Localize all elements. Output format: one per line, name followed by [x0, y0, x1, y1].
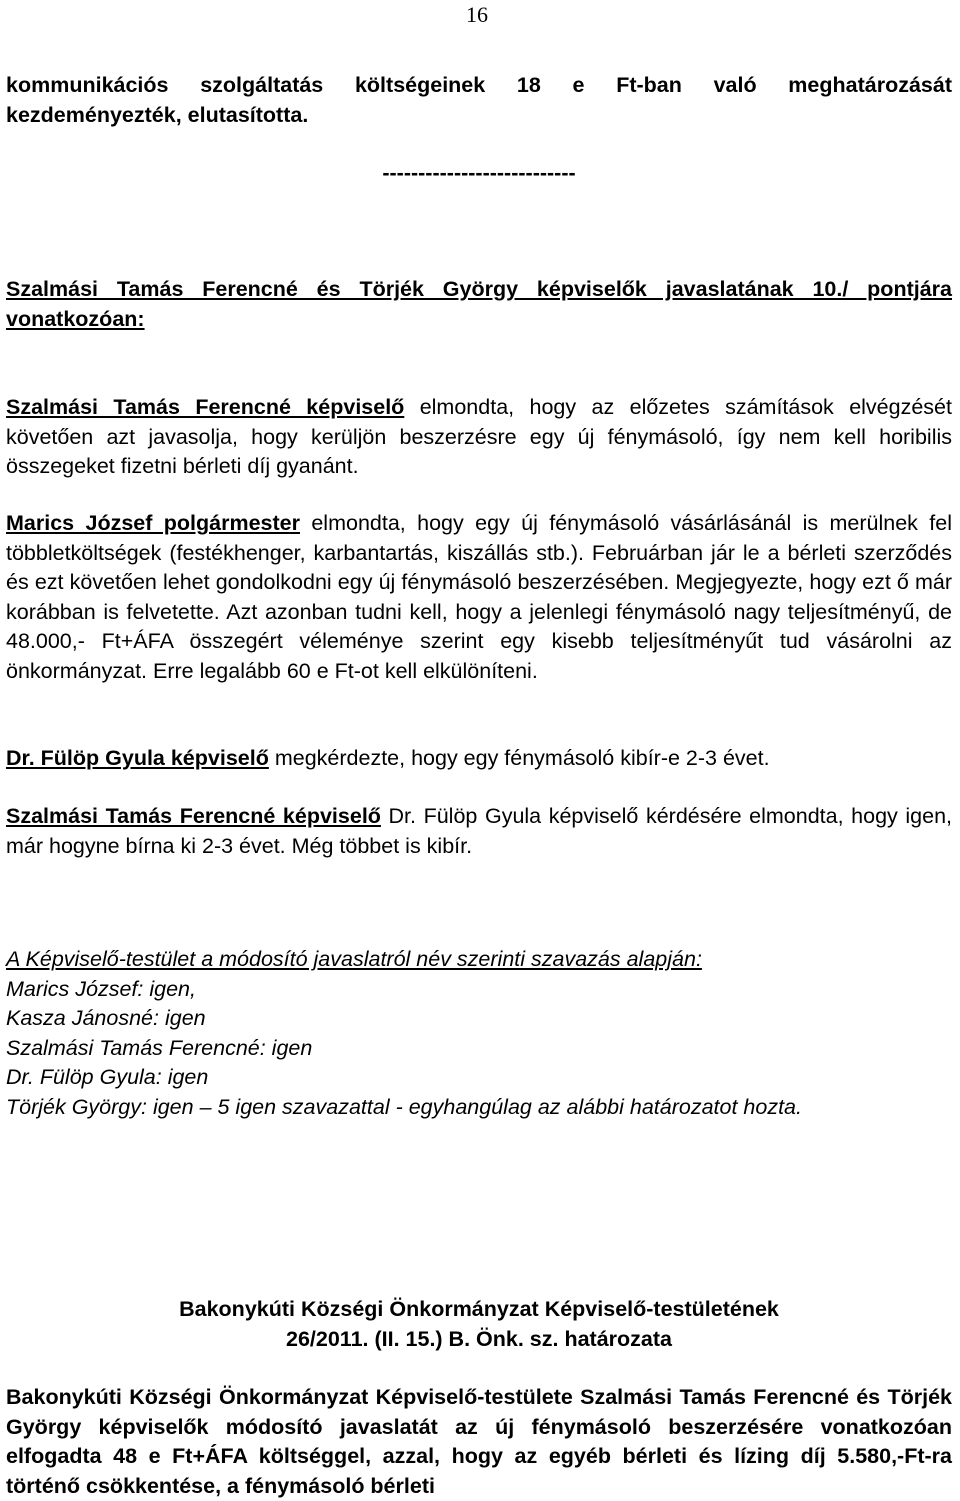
vote-line: Kasza Jánosné: igen: [6, 1006, 206, 1030]
vote-line: Szalmási Tamás Ferencné: igen: [6, 1035, 313, 1060]
speaker-marics: Marics József polgármester: [6, 511, 300, 535]
vote-section: [6, 945, 952, 1122]
paragraph-szalmasi-text: elmondta, hogy az előzetes számítások elvégzését követően azt javasolja, hogy kerüljön beszerzésre egy új fénymásoló, így nem kell horibilis összegeket fizetni bérleti díj gyanánt.: [6, 395, 952, 478]
paragraph-marics-text: elmondta, hogy egy új fénymásoló vásárlásánál is merülnek fel többletköltségek (festékhenger, karbantartás, kiszállás stb.). Februárban jár le a bérleti szerződés és ezt követően lehet gondolkodni egy új fénymásoló beszerzésében. Megjegyezte, hogy ezt ő már korábban is felvetette. Azt azonban tudni kell, hogy a jelenlegi fénymásoló nagy teljesítményű, de 48.000,- Ft+ÁFA összegért véleménye szerint egy kisebb teljesítményűt tud vásárolni az önkormányzat. Erre legalább 60 e Ft-ot kell elkülöníteni.: [6, 511, 952, 683]
paragraph-marics: [6, 509, 952, 686]
separator: ---------------------------: [382, 161, 576, 185]
resolution-title-line2: 26/2011. (II. 15.) B. Önk. sz. határozata: [286, 1326, 672, 1351]
intro-text: kommunikációs szolgáltatás költségeinek 18 e Ft-ban való meghatározását kezdeményezték, elutasította.: [6, 73, 952, 127]
vote-intro: A Képviselő-testület a módosító javaslatról név szerinti szavazás alapján:: [6, 947, 702, 971]
paragraph-fulop: [6, 744, 952, 774]
intro-paragraph: [6, 71, 952, 130]
resolution-title: [6, 1295, 952, 1354]
resolution-title-line1: Bakonykúti Községi Önkormányzat Képviselő-testületének: [179, 1297, 779, 1321]
page-number: 16: [466, 2, 488, 27]
proposal-heading: [6, 275, 952, 334]
vote-line: Dr. Fülöp Gyula: igen: [6, 1065, 209, 1089]
vote-line: Törjék György: igen – 5 igen szavazattal - egyhangúlag az alábbi határozatot hozta.: [6, 1094, 802, 1119]
speaker-szalmasi: Szalmási Tamás Ferencné képviselő: [6, 395, 405, 419]
paragraph-szalmasi: [6, 393, 952, 482]
paragraph-szalmasi-answer-text: Dr. Fülöp Gyula képviselő kérdésére elmondta, hogy igen, már hogyne bírna ki 2-3 évet. Még többet is kibír.: [6, 804, 952, 858]
resolution-body: [6, 1383, 952, 1501]
paragraph-fulop-text: megkérdezte, hogy egy fénymásoló kibír-e 2-3 évet.: [268, 746, 770, 770]
paragraph-szalmasi-answer: [6, 802, 952, 861]
speaker-fulop: Dr. Fülöp Gyula képviselő: [6, 746, 269, 770]
proposal-heading-text: Szalmási Tamás Ferencné és Törjék György képviselők javaslatának 10./ pontjára vonatkozóan:: [6, 277, 952, 331]
resolution-body-text: Bakonykúti Községi Önkormányzat Képviselő-testülete Szalmási Tamás Ferencné és Törjék György képviselők módosító javaslatát az új fénymásoló beszerzésére vonatkozóan elfogadta 48 e Ft+ÁFA költséggel, azzal, hogy az egyéb bérleti és lízing díj 5.580,-Ft-ra történő csökkentése, a fénymásoló bérleti: [6, 1385, 952, 1498]
speaker-szalmasi-answer: Szalmási Tamás Ferencné képviselő: [6, 804, 381, 828]
vote-line: Marics József: igen,: [6, 976, 196, 1001]
